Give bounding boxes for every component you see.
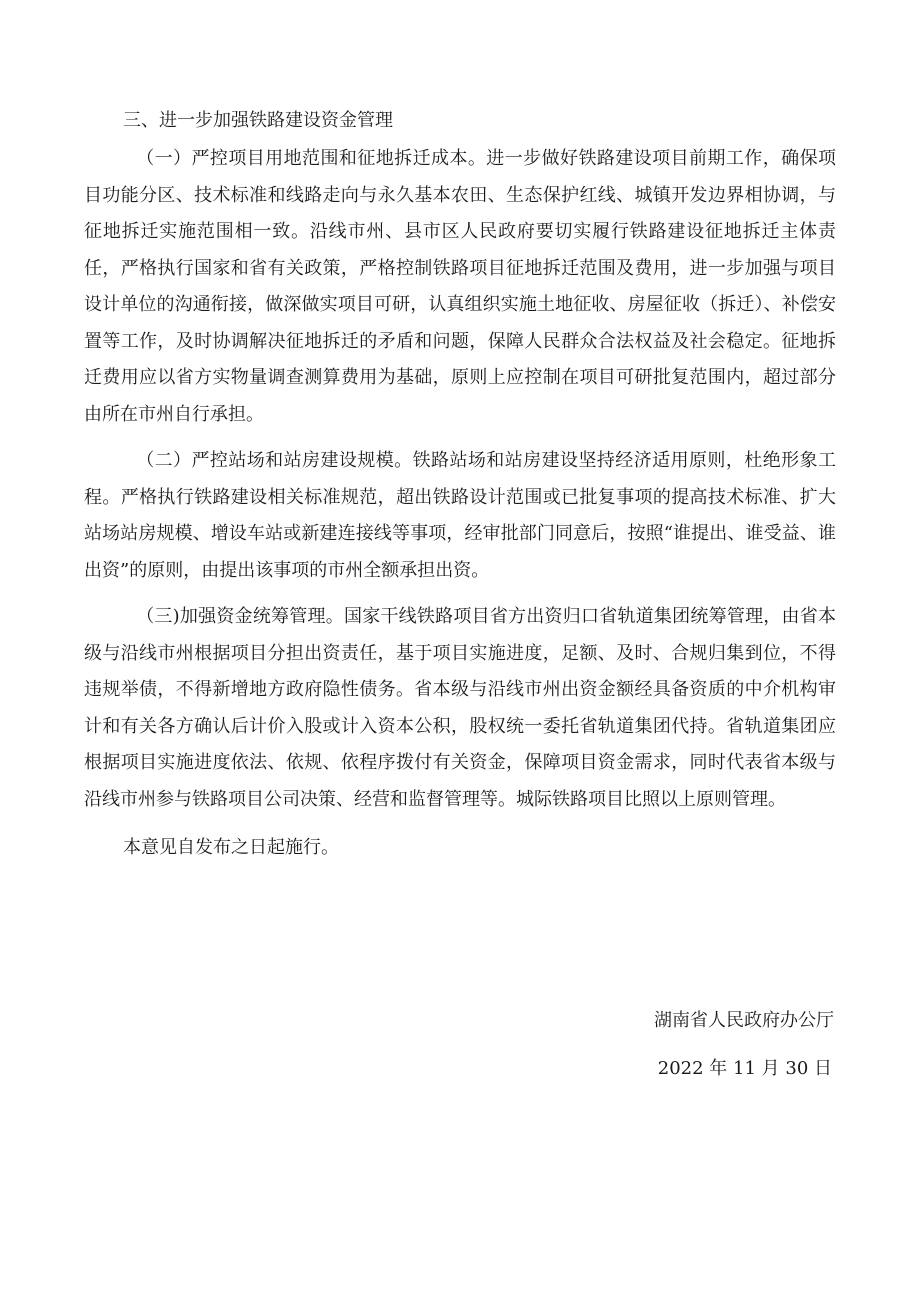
paragraph-land-acquisition: （一）严控项目用地范围和征地拆迁成本。进一步做好铁路建设项目前期工作，确保项目功能分区、技术标准和线路走向与永久基本农田、生态保护红线、城镇开发边界相协调，与征地拆迁实施范围相一致。沿线市州、县市区人民政府要切实履行铁路建设征地拆迁主体责任，严格执行国家和省有关政策，严格控制铁路项目征地拆迁范围及费用，进一步加强与项目设计单位的沟通衔接，做深做实项目可研，认真组织实施土地征收、房屋征收（拆迁）、补偿安置等工作，及时协调解决征地拆迁的矛盾和问题，保障人民群众合法权益及社会稳定。征地拆迁费用应以省方实物量调查测算费用为基础，原则上应控制在项目可研批复范围内，超过部分由所在市州自行承担。 (84, 148, 836, 425)
paragraph-station-scale: （二）严控站场和站房建设规模。铁路站场和站房建设坚持经济适用原则，杜绝形象工程。严格执行铁路建设相关标准规范，超出铁路设计范围或已批复事项的提高技术标准、扩大站场站房规模、增设车站或新建连接线等事项，经审批部门同意后，按照“谁提出、谁受益、谁出资”的原则，由提出该事项的市州全额承担出资。 (84, 450, 836, 581)
paragraph-spacer (84, 589, 836, 599)
issue-date: 2022 年 11 月 30 日 (657, 1058, 832, 1079)
closing-statement: 本意见自发布之日起施行。 (123, 837, 339, 858)
section-heading: 三、进一步加强铁路建设资金管理 (123, 110, 393, 131)
paragraph-fund-management: （三)加强资金统筹管理。国家干线铁路项目省方出资归口省轨道集团统筹管理，由省本级与沿线市州根据项目分担出资责任，基于项目实施进度，足额、及时、合规归集到位，不得违规举债，不得新增地方政府隐性债务。省本级与沿线市州出资金额经具备资质的中介机构审计和有关各方确认后计价入股或计入资本公积，股权统一委托省轨道集团代持。省轨道集团应根据项目实施进度依法、依规、依程序拨付有关资金，保障项目资金需求，同时代表省本级与沿线市州参与铁路项目公司决策、经营和监督管理等。城际铁路项目比照以上原则管理。 (84, 606, 836, 810)
paragraph-spacer (84, 433, 836, 443)
paragraph-spacer (84, 818, 836, 828)
document-body (84, 101, 836, 868)
issuing-authority: 湖南省人民政府办公厅 (654, 1010, 834, 1031)
